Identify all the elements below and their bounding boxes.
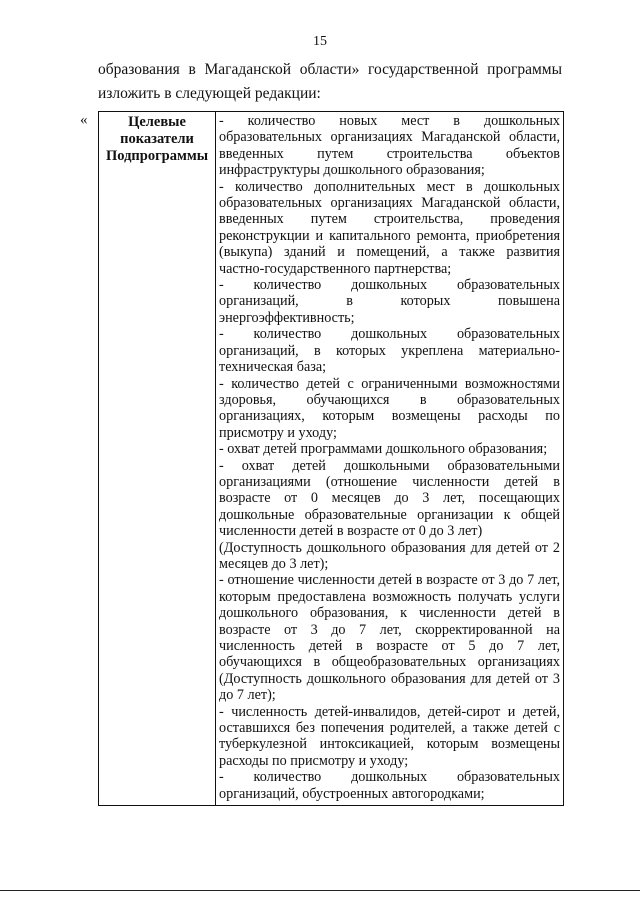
target-indicators-table [98,111,564,806]
intro-line-1: образования в Магаданской области» государственной программы [98,61,562,78]
indicator-item: - охват детей дошкольными образовательными организациями (отношение численности детей в возрасте от 0 месяцев до 3 лет, посещающих дошкольные образовательные организации к общей численности детей в возрасте от 0 до 3 лет) [219,457,560,540]
indicator-item: - охват детей программами дошкольного образования; [219,441,548,458]
indicator-item: - численность детей-инвалидов, детей-сирот и детей, оставшихся без попечения родителей, а также детей с туберкулезной интоксикацией, которым возмещены расходы по присмотру и уходу; [219,703,560,769]
content-cell [216,112,564,806]
indicator-item: - количество дополнительных мест в дошкольных образовательных организациях Магаданской области, введенных путем строительства, проведения реконструкции и капитального ремонта, приобретения (выкупа) зданий и помещений, а также развития частно-государственного партнерства; [219,178,560,277]
intro-text [98,58,562,106]
indicator-item: (Доступность дошкольного образования для детей от 2 месяцев до 3 лет); [219,539,560,572]
opening-quote-mark: « [80,112,88,128]
indicator-item: - количество детей с ограниченными возможностями здоровья, обучающихся в образовательных организациях, которым возмещены расходы по присмотру и уходу; [219,375,560,441]
intro-line-2: изложить в следующей редакции: [98,85,321,102]
label-cell: Целевые показатели Подпрограммы [99,112,216,806]
page-number: 15 [313,34,327,49]
indicator-item: - количество дошкольных образовательных организаций, в которых повышена энергоэффективность; [219,277,560,326]
indicator-item: - количество дошкольных образовательных организаций, обустроенных автогородками; [219,769,560,802]
indicator-item: - отношение численности детей в возрасте от 3 до 7 лет, которым предоставлена возможность получать услуги дошкольного образования, к численности детей в возрасте от 3 до 7 лет, скорректированной на численность детей в возрасте от 5 до 7 лет, обучающихся в общеобразовательных организациях (Доступность дошкольного образования для детей от 3 до 7 лет); [219,572,560,704]
bottom-rule [0,890,640,891]
indicator-item: - количество новых мест в дошкольных образовательных организациях Магаданской области, введенных путем строительства объектов инфраструктуры дошкольного образования; [219,113,560,179]
table-row [99,112,564,806]
indicator-item: - количество дошкольных образовательных организаций, в которых укреплена материально-техническая база; [219,326,560,376]
